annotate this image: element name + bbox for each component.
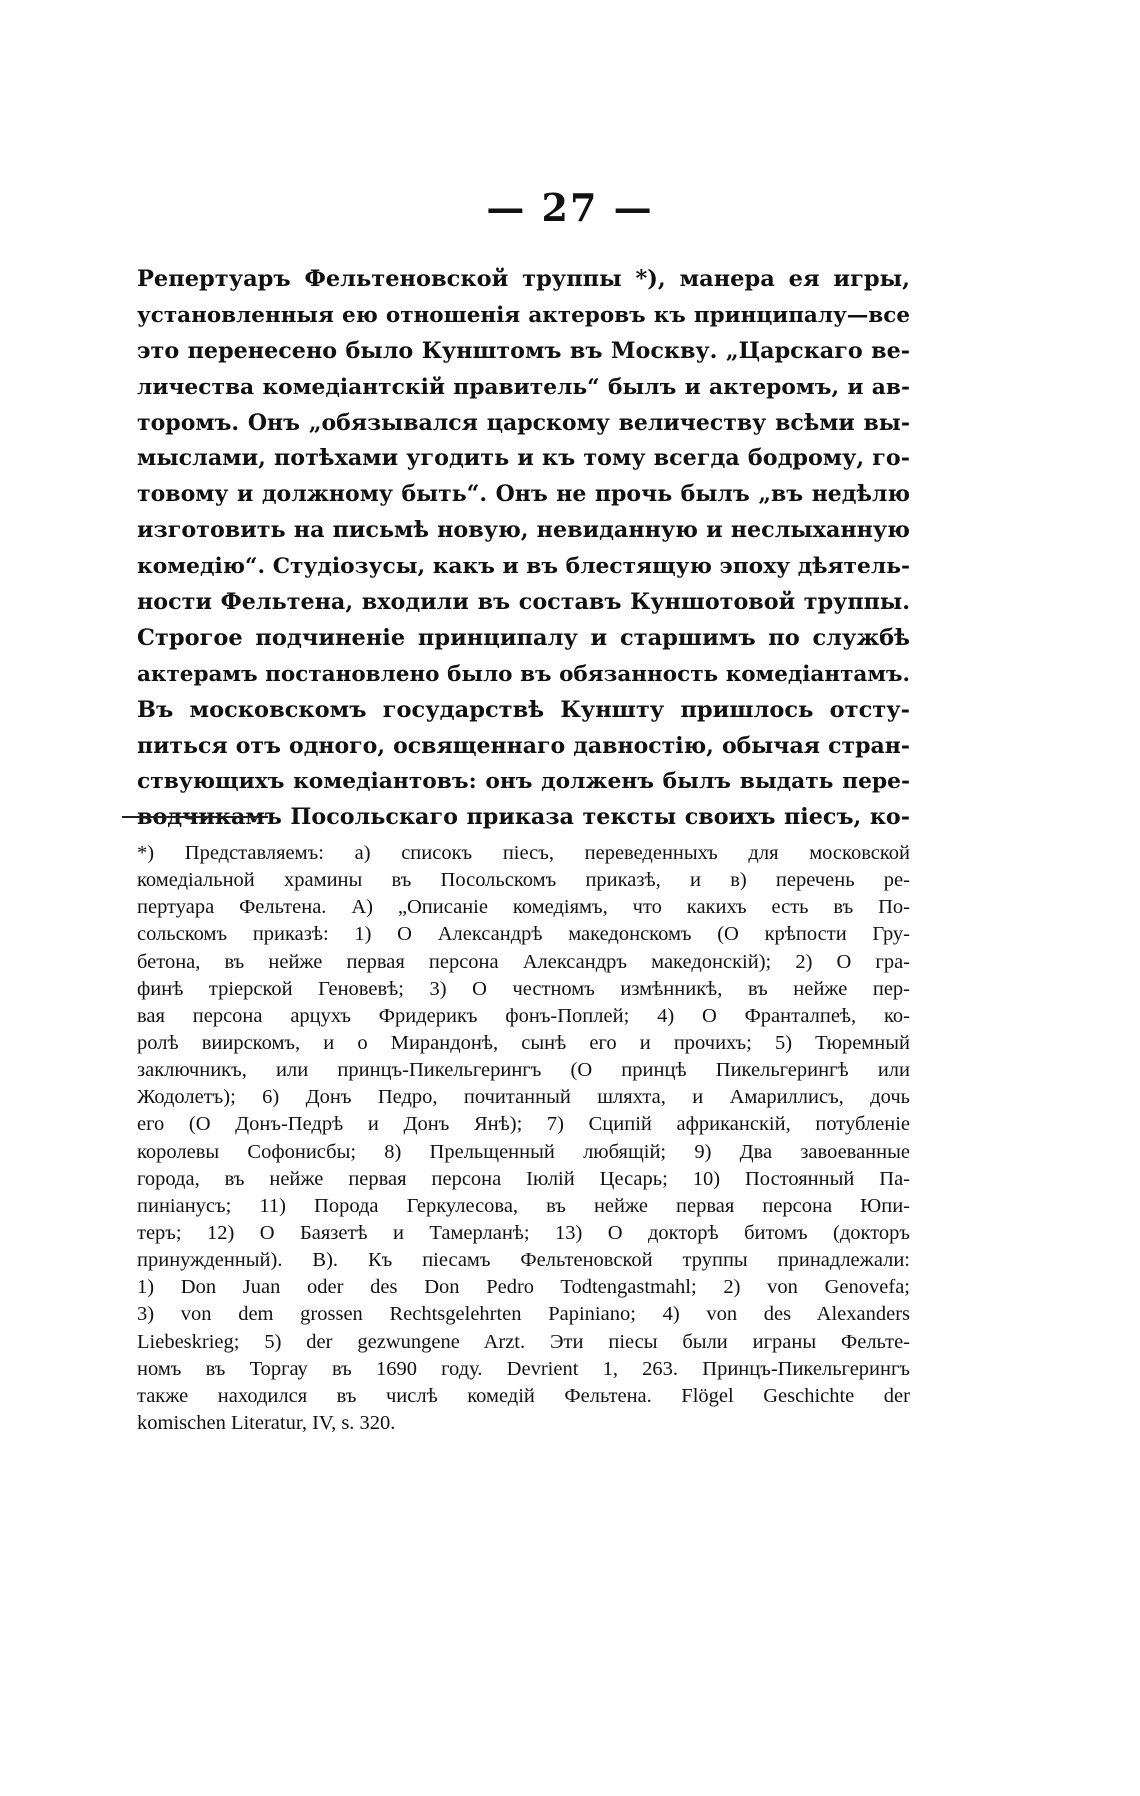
- page-number: — 27 —: [486, 185, 654, 230]
- text-line: личества комедіантскій правитель“ былъ и актеромъ, и ав-: [137, 374, 910, 400]
- footnote-line: Жодолетъ); 6) Донъ Педро, почитанный шляхта, и Амариллисъ, дочь: [137, 1086, 910, 1109]
- footnote-line: королевы Софонисбы; 8) Прельщенный любящій; 9) Два завоеванные: [137, 1140, 910, 1163]
- footnote-line: ролѣ виирскомъ, и о Мирандонѣ, сынѣ его и прочихъ; 5) Тюремный: [137, 1031, 910, 1054]
- text-line: Репертуаръ Фельтеновской труппы *), манера ея игры,: [137, 266, 910, 292]
- footnote-line: принужденный). В). Къ піесамъ Фельтеновской труппы принадлежали:: [137, 1249, 910, 1272]
- text-line: ствующихъ комедіантовъ: онъ долженъ былъ выдать пере-: [137, 769, 910, 795]
- footnote-divider: [122, 816, 268, 818]
- text-line: водчикамъ Посольскаго приказа тексты своихъ піесъ, ко-: [137, 804, 910, 831]
- footnote-line: комедіальной храмины въ Посольскомъ приказѣ, и в) перечень ре-: [137, 869, 910, 892]
- text-line: изготовить на письмѣ новую, невиданную и неслыханную: [137, 517, 910, 544]
- text-line: Строгое подчиненіе принципалу и старшимъ по службѣ: [137, 624, 910, 651]
- footnote-line: города, въ нейже первая персона Іюлій Цесарь; 10) Постоянный Па-: [137, 1167, 910, 1190]
- footnote-line: пертуара Фельтена. А) „Описаніе комедіямъ, что какихъ есть въ По-: [137, 896, 910, 919]
- footnote-line: 3) von dem grossen Rechtsgelehrten Papiniano; 4) von des Alexanders: [137, 1303, 910, 1326]
- footnote-line: вая персона арцухъ Фридерикъ фонъ-Поплей; 4) О Франталпеѣ, ко-: [137, 1004, 910, 1027]
- footnote-line: пиніанусъ; 11) Порода Геркулесова, въ нейже первая персона Юпи-: [137, 1194, 910, 1217]
- footnote-line: бетона, въ нейже первая персона Александръ македонскій); 2) О гра-: [137, 950, 910, 973]
- footnote-line: теръ; 12) О Баязетѣ и Тамерланѣ; 13) О докторѣ битомъ (докторъ: [137, 1221, 910, 1244]
- footnote-line: финѣ тріерской Геновевѣ; 3) О честномъ измѣнникѣ, въ нейже пер-: [137, 977, 910, 1000]
- text-line: товому и должному быть“. Онъ не прочь былъ „въ недѣлю: [137, 481, 910, 508]
- footnote-line: 1) Don Juan oder des Don Pedro Todtengastmahl; 2) von Genovefa;: [137, 1276, 910, 1299]
- text-line: Въ московскомъ государствѣ Куншту пришлось отсту-: [137, 696, 910, 723]
- text-line: актерамъ постановлено было въ обязанность комедіантамъ.: [137, 661, 910, 687]
- text-line: торомъ. Онъ „обязывался царскому величеству всѣми вы-: [137, 409, 910, 436]
- footnote-line: komischen Literatur, IV, s. 320.: [137, 1411, 396, 1434]
- footnote-line: Liebeskrieg; 5) der gezwungene Arzt. Эти піесы были играны Фельте-: [137, 1330, 910, 1353]
- footnote-line: номъ въ Торгау въ 1690 году. Devrient 1, 263. Принцъ-Пикельгерингъ: [137, 1357, 910, 1380]
- main-text-block: [137, 262, 910, 836]
- text-line: установленныя ею отношенія актеровъ къ принципалу—все: [137, 302, 910, 328]
- footnote-line: сольскомъ приказѣ: 1) О Александрѣ македонскомъ (О крѣпости Гру-: [137, 923, 910, 946]
- text-line: ности Фельтена, входили въ составъ Куншотовой труппы.: [137, 589, 910, 616]
- footnote-line: *) Представляемъ: а) списокъ піесъ, переведенныхъ для московской: [137, 842, 910, 864]
- footnote-block: [137, 840, 910, 1437]
- footnote-line: заключникъ, или принцъ-Пикельгерингъ (О принцѣ Пикельгерингѣ или: [137, 1059, 910, 1082]
- text-line: комедію“. Студіозусы, какъ и въ блестящую эпоху дѣятель-: [137, 554, 910, 580]
- text-line: мыслами, потѣхами угодить и къ тому всегда бодрому, го-: [137, 445, 910, 472]
- footnote-line: его (О Донъ-Педрѣ и Донъ Янѣ); 7) Сципій африканскій, потубленіе: [137, 1113, 910, 1136]
- text-line: питься отъ одного, освященнаго давностію, обычая стран-: [137, 732, 910, 759]
- text-line: это перенесено было Кунштомъ въ Москву. „Царскаго ве-: [137, 337, 910, 364]
- footnote-line: также находился въ числѣ комедій Фельтена. Flögel Geschichte der: [137, 1384, 910, 1407]
